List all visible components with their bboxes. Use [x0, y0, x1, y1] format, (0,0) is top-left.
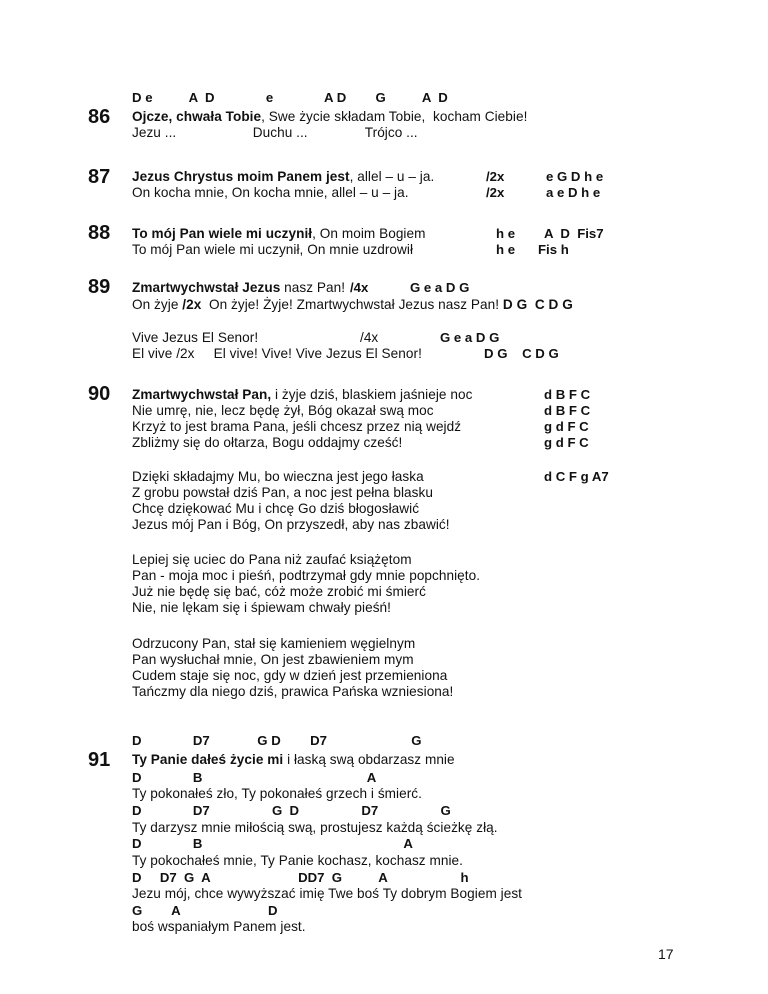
song-87-chords-1: e G D h e — [546, 169, 604, 184]
song-90-title: Zmartwychwstał Pan, — [132, 387, 272, 402]
song-87-chords-2: a e D h e — [546, 185, 601, 200]
song-90-stanza-1-line-3: Krzyż to jest brama Pana, jeśli chcesz przez nią wejdź — [132, 419, 462, 434]
song-89-chords-1: G e a D G — [410, 280, 470, 295]
song-90-stanza-2-chords: d C F g A7 — [544, 469, 609, 484]
song-90-stanza-2-line-2: Z grobu powstał dziś Pan, a noc jest pełna blasku — [132, 485, 433, 500]
song-90-stanza-4-line-1: Odrzucony Pan, stał się kamieniem węgielnym — [132, 636, 416, 651]
song-90-chords-4: g d F C — [544, 435, 589, 450]
song-87-line-1-rest: , allel – u – ja. — [349, 169, 435, 184]
song-89-line-4: El vive /2x El vive! Vive! Vive Jezus El Senor! — [132, 346, 422, 361]
song-90-line-1-rest: i żyje dziś, blaskiem jaśnieje noc — [271, 387, 473, 402]
song-86-line-1 — [132, 109, 527, 125]
song-91-line-4: Ty pokochałeś mnie, Ty Panie kochasz, kochasz mnie. — [132, 853, 463, 868]
song-90-stanza-4-line-4: Tańczmy dla niego dziś, prawica Pańska wzniesiona! — [132, 684, 454, 699]
song-90-stanza-3-line-1: Lepiej się uciec do Pana niż zaufać książętom — [132, 552, 412, 567]
song-86-number: 86 — [88, 106, 111, 128]
song-88-chords-1b: A D Fis7 — [544, 226, 604, 241]
song-87-number: 87 — [88, 166, 111, 188]
song-91-chords-2: D D7 G D D7 G — [132, 803, 451, 818]
song-89-line-2-repeat: /2x — [182, 297, 202, 312]
song-86-line-2: Jezu ... Duchu ... Trójco ... — [132, 125, 418, 140]
song-90-stanza-2-line-1: Dzięki składajmy Mu, bo wieczna jest jego łaska — [132, 469, 424, 484]
song-88-line-1 — [132, 226, 426, 242]
song-87-line-1 — [132, 169, 434, 185]
song-91-line-1 — [132, 752, 455, 768]
song-90-stanza-3-line-4: Nie, nie lękam się i śpiewam chwały pieśń! — [132, 600, 391, 615]
song-91-line-2: Ty pokonałeś zło, Ty pokonałeś grzech i śmierć. — [132, 786, 422, 801]
song-89-line-1 — [132, 280, 345, 296]
song-86-line-1-rest: , Swe życie składam Tobie, kocham Ciebie! — [261, 109, 528, 124]
song-90-chords-3: g d F C — [544, 419, 589, 434]
song-87-title: Jezus Chrystus moim Panem jest — [132, 169, 350, 184]
song-88-number: 88 — [88, 222, 111, 244]
song-90-stanza-4-line-3: Cudem staje się noc, gdy w dzień jest przemieniona — [132, 668, 448, 683]
song-91-title: Ty Panie dałeś życie mi — [132, 752, 284, 767]
song-90-stanza-2-line-3: Chcę dziękować Mu i chcę Go dziś błogosławić — [132, 501, 420, 516]
song-88-chords-2b: Fis h — [538, 242, 569, 257]
song-89-number: 89 — [88, 276, 111, 298]
song-90-stanza-3-line-3: Już nie będę się bać, cóż może zrobić mi śmierć — [132, 584, 426, 599]
song-89-repeat: /4x — [350, 280, 369, 295]
song-91-chords-0: D D7 G D D7 G — [132, 733, 422, 748]
song-90-stanza-1-line-2: Nie umrę, nie, lecz będę żył, Bóg okazał swą moc — [132, 403, 434, 418]
song-89-line-3-repeat: /4x — [360, 330, 379, 345]
song-90-stanza-3-line-2: Pan - moja moc i pieśń, podtrzymał gdy mnie popchnięto. — [132, 568, 481, 583]
song-91-line-5: Jezu mój, chce wywyższać imię Twe boś Ty dobrym Bogiem jest — [132, 886, 523, 901]
song-91-chords-4: D D7 G A DD7 G A h — [132, 870, 469, 885]
song-87-line-2: On kocha mnie, On kocha mnie, allel – u – ja. — [132, 185, 409, 200]
song-88-chords-2a: h e — [496, 242, 516, 257]
song-88-line-2: To mój Pan wiele mi uczynił, On mnie uzdrowił — [132, 242, 414, 257]
song-89-title: Zmartwychwstał Jezus — [132, 280, 281, 295]
song-91-chords-5: G A D — [132, 903, 278, 918]
song-90-stanza-1-line-1 — [132, 387, 472, 403]
song-89-line-2-b: On żyje! Żyje! Zmartwychwstał Jezus nasz Pan! — [201, 297, 503, 312]
song-91-number: 91 — [88, 749, 111, 771]
song-89-line-3: Vive Jezus El Senor! — [132, 330, 259, 345]
song-86-title: Ojcze, chwała Tobie — [132, 109, 262, 124]
song-91-line-1-rest: i łaską swą obdarzasz mnie — [283, 752, 455, 767]
song-86-chords: D e A D e A D G A D — [132, 90, 448, 105]
song-90-number: 90 — [88, 383, 111, 405]
song-90-chords-2: d B F C — [544, 403, 591, 418]
song-89-line-3-chords: G e a D G — [440, 330, 500, 345]
song-90-chords-1: d B F C — [544, 387, 591, 402]
song-87-repeat-1: /2x — [486, 169, 505, 184]
page-number: 17 — [658, 946, 674, 962]
song-91-chords-3: D B A — [132, 836, 413, 851]
song-89-line-4-chords: D G C D G — [484, 346, 559, 361]
song-90-stanza-4-line-2: Pan wysłuchał mnie, On jest zbawieniem mym — [132, 652, 414, 667]
song-88-title: To mój Pan wiele mi uczynił — [132, 226, 313, 241]
song-89-line-2-chords: D G C D G — [502, 297, 573, 312]
song-91-line-3: Ty darzysz mnie miłością swą, prostujesz każdą ścieżkę złą. — [132, 820, 498, 835]
song-87-repeat-2: /2x — [486, 185, 505, 200]
song-90-stanza-2-line-4: Jezus mój Pan i Bóg, On przyszedł, aby nas zbawić! — [132, 517, 450, 532]
song-89-line-1-rest: nasz Pan! — [280, 280, 346, 295]
song-90-stanza-1-line-4: Zbliżmy się do ołtarza, Bogu oddajmy cześć! — [132, 435, 403, 450]
song-91-line-6: boś wspaniałym Panem jest. — [132, 919, 306, 934]
song-89-line-2 — [132, 297, 573, 313]
song-88-line-1-rest: , On moim Bogiem — [312, 226, 426, 241]
song-91-chords-1: D B A — [132, 770, 377, 785]
song-89-line-2-a: On żyje — [132, 297, 183, 312]
song-88-chords-1a: h e — [496, 226, 516, 241]
